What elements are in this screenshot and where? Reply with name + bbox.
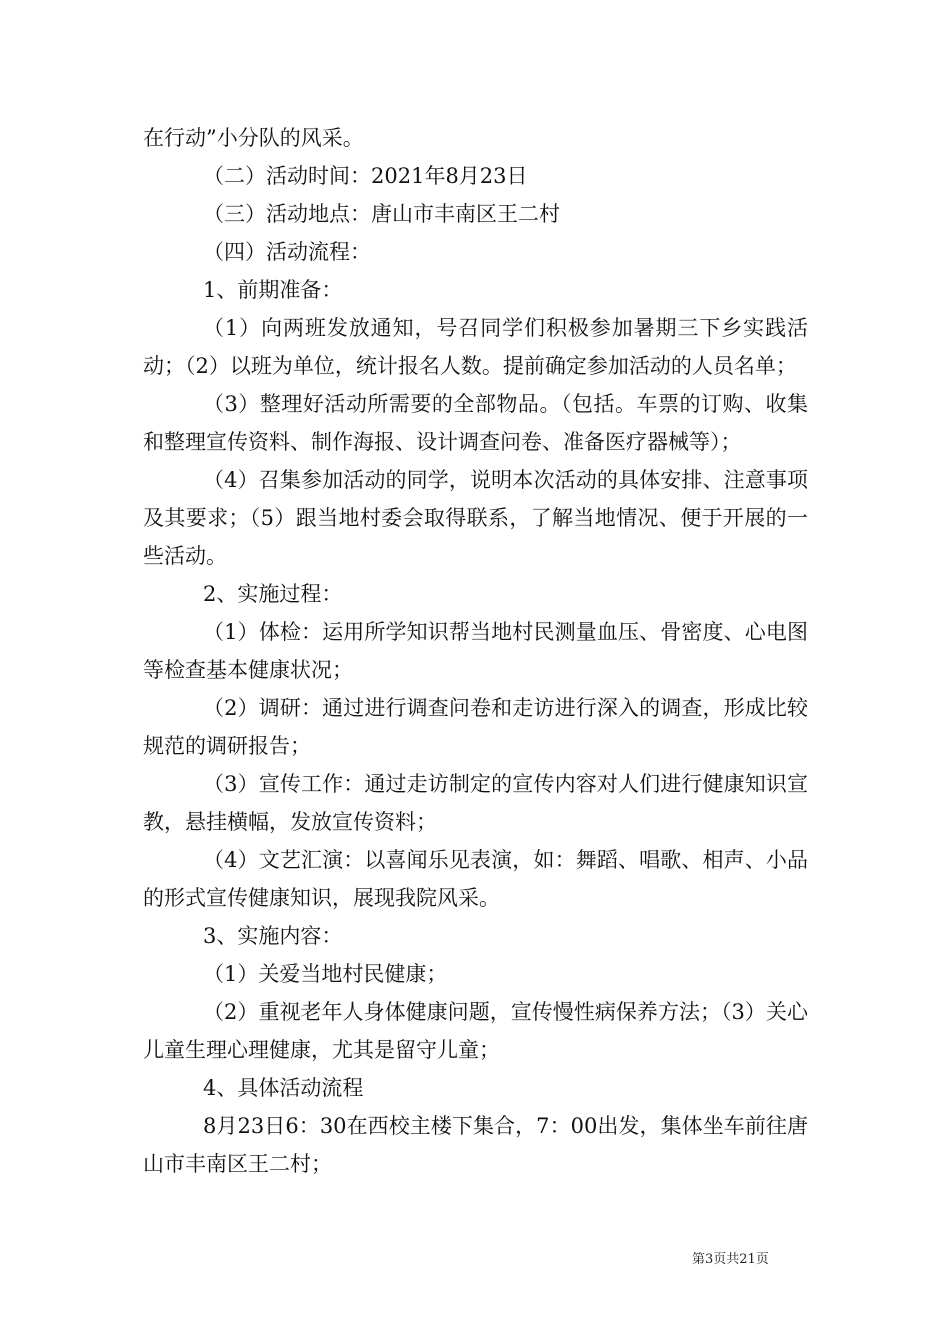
paragraph-preparation-1: （1）向两班发放通知，号召同学们积极参加暑期三下乡实践活动；（2）以班为单位，统计报名人数。提前确定参加活动的人员名单； [143, 316, 808, 378]
paragraph-content-2: （2）重视老年人身体健康问题，宣传慢性病保养方法；（3）关心儿童生理心理健康，尤其是留守儿童； [143, 1000, 808, 1062]
paragraph-implementation-4: （4）文艺汇演：以喜闻乐见表演，如：舞蹈、唱歌、相声、小品的形式宣传健康知识，展现我院风采。 [143, 848, 808, 910]
paragraph-schedule-heading: 4、具体活动流程 [203, 1076, 364, 1100]
paragraph-content-1: （1）关爱当地村民健康； [203, 962, 448, 986]
paragraph-preparation-heading: 1、前期准备： [203, 278, 343, 302]
page-number-footer: 第3页共21页 [692, 1252, 769, 1267]
paragraph-activity-location: （三）活动地点：唐山市丰南区王二村 [203, 202, 560, 226]
paragraph-activity-process-heading: （四）活动流程： [203, 240, 371, 264]
paragraph-continuation: 在行动”小分队的风采。 [143, 126, 364, 150]
paragraph-implementation-2: （2）调研：通过进行调查问卷和走访进行深入的调查，形成比较规范的调研报告； [143, 696, 808, 758]
document-body [143, 119, 808, 1183]
paragraph-implementation-1: （1）体检：运用所学知识帮当地村民测量血压、骨密度、心电图等检查基本健康状况； [143, 620, 808, 682]
paragraph-content-heading: 3、实施内容： [203, 924, 343, 948]
paragraph-implementation-heading: 2、实施过程： [203, 582, 343, 606]
paragraph-implementation-3: （3）宣传工作：通过走访制定的宣传内容对人们进行健康知识宣教，悬挂横幅，发放宣传资料； [143, 772, 808, 834]
paragraph-activity-time: （二）活动时间：2021年8月23日 [203, 164, 528, 188]
paragraph-preparation-3: （3）整理好活动所需要的全部物品。（包括。车票的订购、收集和整理宣传资料、制作海报、设计调查问卷、准备医疗器械等）； [143, 392, 808, 454]
paragraph-schedule-1: 8月23日6：30在西校主楼下集合，7：00出发，集体坐车前往唐山市丰南区王二村； [143, 1114, 808, 1176]
paragraph-preparation-4: （4）召集参加活动的同学，说明本次活动的具体安排、注意事项及其要求；（5）跟当地村委会取得联系，了解当地情况、便于开展的一些活动。 [143, 468, 808, 568]
